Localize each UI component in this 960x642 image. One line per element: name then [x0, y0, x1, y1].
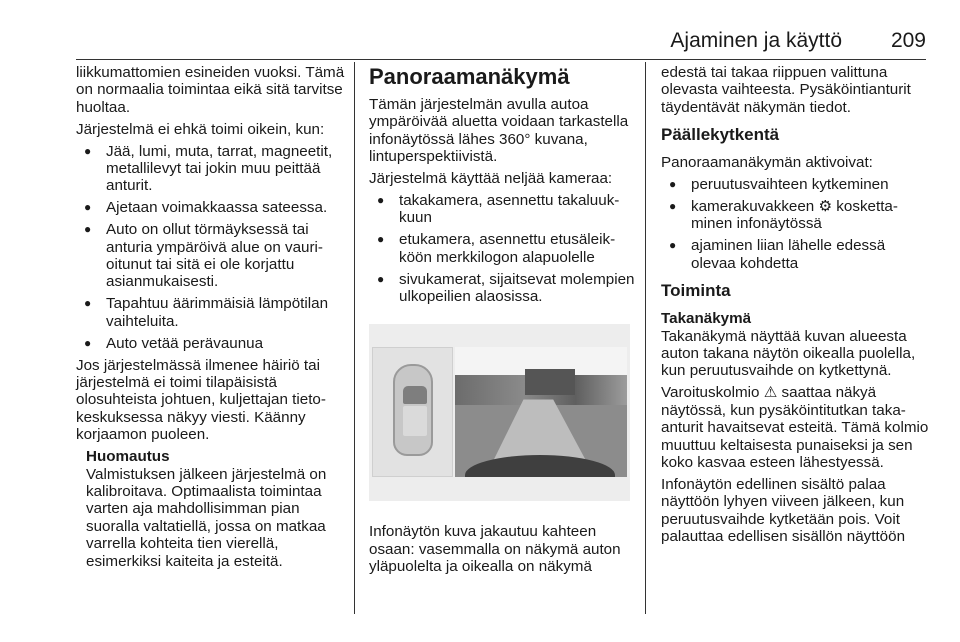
list-item: ● sivukamerat, sijaitsevat molempien ulkopeilien alaosissa. — [369, 271, 637, 306]
house-shape — [525, 369, 575, 395]
subheading-activation: Päällekytkentä — [661, 125, 780, 145]
subheading-function: Toiminta — [661, 281, 731, 301]
roof-shape — [403, 406, 427, 436]
top-view-panel — [372, 347, 453, 477]
paragraph: Järjestelmä ei ehkä toimi oikein, kun: — [76, 120, 325, 138]
paragraph: liikkumattomien esineiden vuoksi. Tämä on normaalia toimintaa eikä sitä tarvitse huoltaa. — [76, 64, 345, 116]
paragraph: Jos järjestelmässä ilmenee häiriö tai järjestelmä ei toimi tilapäisistä olosuhteista johtuen, kuljettajan tietokeskuksessa näkyy viesti. Käänny korjaamon puoleen. — [76, 356, 326, 444]
paragraph: Panoraamanäkymän aktivoivat: — [661, 154, 873, 172]
note-title: Huomautus — [86, 448, 170, 466]
list-item: ● Ajetaan voimakkaassa sateessa. — [76, 199, 350, 216]
list-item: ● takakamera, asennettu takaluukkuun — [369, 192, 637, 227]
car-top-view-icon — [393, 364, 433, 456]
paragraph: edestä tai takaa riippuen valittuna olevasta vaihteesta. Pysäköintianturit täydentävät näkymän tiedot. — [661, 64, 911, 116]
header-divider — [76, 59, 926, 60]
windshield-shape — [403, 386, 427, 404]
chapter-title: Ajaminen ja käyttö — [670, 29, 842, 52]
panorama-view-figure — [369, 324, 630, 501]
list-item: ● kamerakuvakkeen ⚙ koskettaminen infonäytössä — [661, 198, 929, 233]
page-number: 209 — [890, 29, 926, 52]
note-text: Valmistuksen jälkeen järjestelmä on kalibroitava. Optimaalista toimintaa varten aja mahdollisimman pian suoralla valtatiellä, jossa on matkaa varrella kohteita tien vierellä, esimerkiksi kaiteita ja esteitä. — [86, 465, 327, 570]
minor-heading-rear-view: Takanäkymä — [661, 310, 752, 328]
list-item: ● Auto on ollut törmäyksessä tai anturia ympäröivä alue on vaurioitunut tai sitä ei ole korjattu asianmukaisesti. — [76, 221, 350, 291]
bullet-list — [76, 143, 350, 352]
list-item: ● peruutusvaihteen kytkeminen — [661, 176, 929, 193]
note-box — [76, 448, 350, 570]
column-middle — [369, 64, 637, 580]
column-left — [76, 64, 350, 574]
list-item: ● ajaminen liian lähelle edessä olevaa kohdetta — [661, 237, 929, 272]
paragraph: Tämän järjestelmän avulla autoa ympäröivää aluetta voidaan tarkastella infonäytössä lähes 360° kuvana, lintuperspektiivistä. — [369, 96, 629, 166]
list-item: ● Auto vetää perävaunua — [76, 335, 350, 352]
bullet-list — [369, 192, 637, 305]
paragraph: Järjestelmä käyttää neljää kameraa: — [369, 170, 613, 188]
column-divider-2 — [645, 62, 646, 614]
list-item: ● Jää, lumi, muta, tarrat, magneetit, metallilevyt tai jokin muu peittää anturit. — [76, 143, 350, 195]
paragraph: Varoituskolmio ⚠ saattaa näkyä näytössä, kun pysäköintitutkan takaanturit havaitsevat esteitä. Tämä kolmio muuttuu keltaisesta punaiseksi ja sen koko kasvaa esteen lähestyessä. — [661, 384, 929, 471]
paragraph: Infonäytön edellinen sisältö palaa näyttöön lyhyen viiveen jälkeen, kun peruutusvaihde kytketään pois. Voit palauttaa edellisen sisällön näyttöön — [661, 475, 906, 546]
page-header — [0, 28, 960, 58]
bullet-list — [661, 176, 929, 272]
column-right — [661, 64, 929, 550]
paragraph: Takanäkymä näyttää kuvan alueesta auton takana näytön oikealla puolella, kun peruutusvaihde on kytkettynä. — [661, 327, 916, 380]
list-item: ● etukamera, asennettu etusäleikköön merkkilogon alapuolelle — [369, 231, 637, 266]
figure-caption: Infonäytön kuva jakautuu kahteen osaan: vasemmalla on näkymä auton yläpuolelta ja oikealla on näkymä — [369, 523, 621, 576]
camera-view-panel — [455, 347, 627, 477]
column-divider-1 — [354, 62, 355, 614]
section-heading: Panoraamanäkymä — [369, 64, 570, 89]
list-item: ● Tapahtuu äärimmäisiä lämpötilan vaihteluita. — [76, 295, 350, 330]
